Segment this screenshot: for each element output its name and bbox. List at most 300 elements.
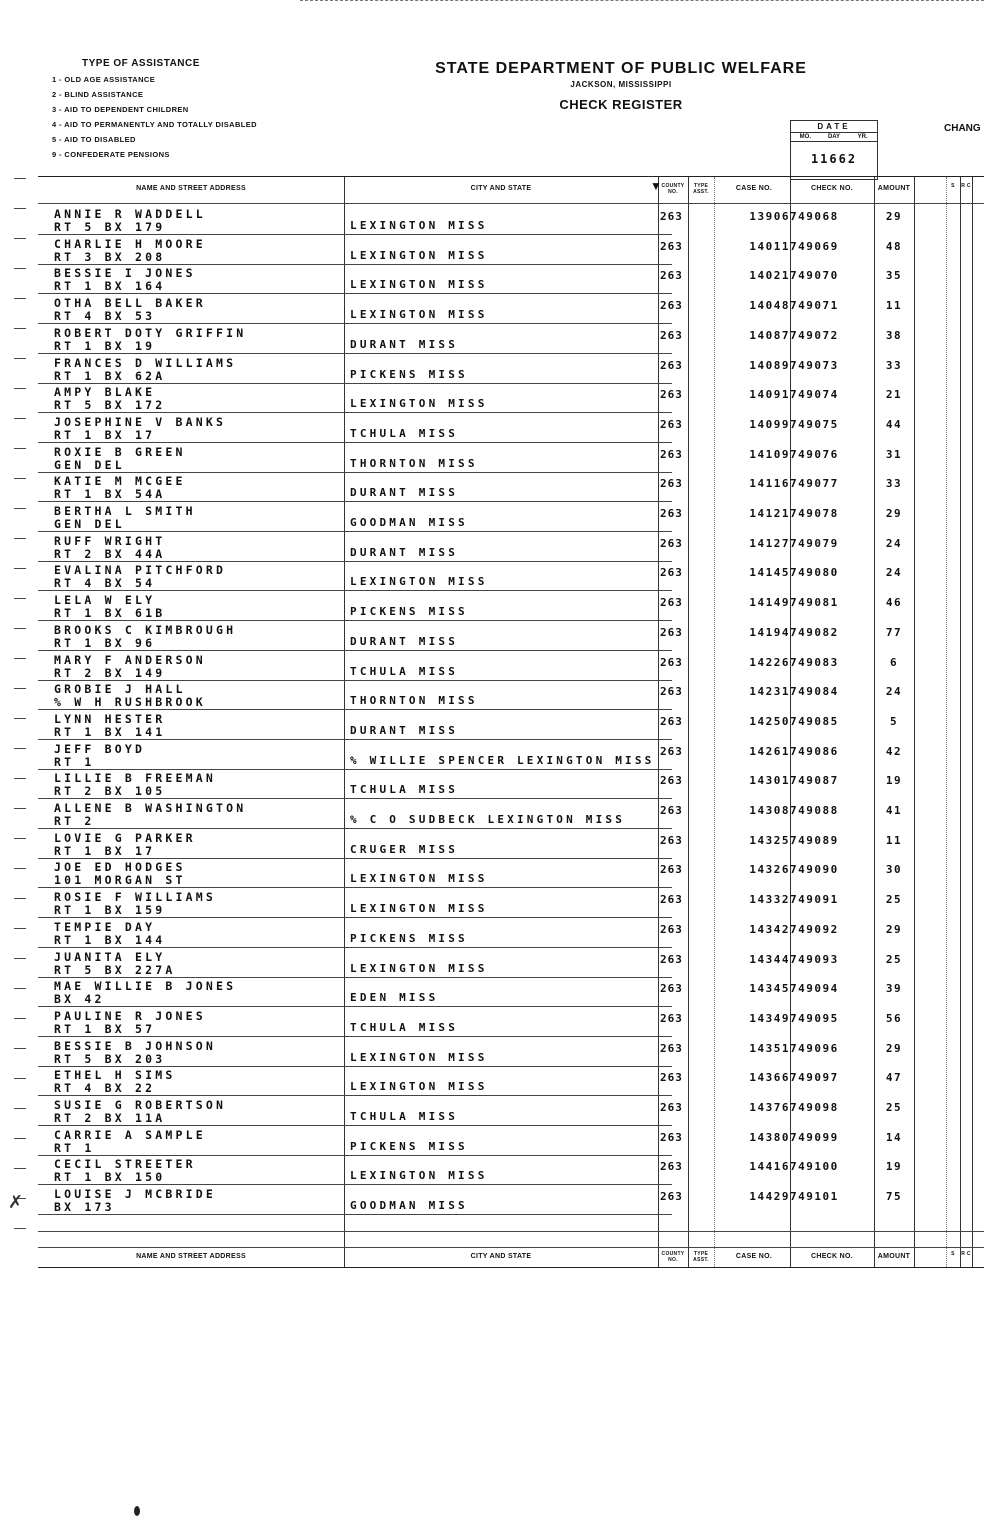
case-number: 14380 <box>749 1130 790 1144</box>
margin-tick <box>14 898 26 899</box>
check-number: 749097 <box>790 1071 839 1085</box>
case-number: 14226 <box>749 655 790 669</box>
recipient-name: BESSIE B JOHNSON <box>54 1038 216 1053</box>
footer-amount: AMOUNT <box>877 1253 911 1260</box>
amount: 25 <box>885 952 903 966</box>
margin-tick <box>14 958 26 959</box>
assistance-type-legend <box>52 58 372 162</box>
margin-tick <box>14 328 26 329</box>
amount: 56 <box>885 1011 903 1025</box>
amount: 38 <box>885 328 903 342</box>
recipient-name: CECIL STREETER <box>54 1157 196 1172</box>
header-amount: AMOUNT <box>877 185 911 192</box>
legend-item: 4 - AID TO PERMANENTLY AND TOTALLY DISABLED <box>52 120 258 129</box>
footer-mid-line <box>38 1247 984 1248</box>
table-row <box>38 561 984 591</box>
county-number: 263 <box>660 299 683 313</box>
county-number: 263 <box>660 655 683 669</box>
case-number: 14087 <box>749 328 790 342</box>
case-number: 14376 <box>749 1101 790 1114</box>
footer-check-no: CHECK NO. <box>811 1253 853 1260</box>
recipient-name: BERTHA L SMITH <box>54 504 196 518</box>
check-number: 749089 <box>790 833 839 847</box>
recipient-address: % W H RUSHBROOK <box>54 695 206 710</box>
check-number: 749073 <box>790 358 839 372</box>
table-row <box>38 1007 984 1037</box>
table-row <box>38 858 984 888</box>
county-number: 263 <box>660 1130 683 1144</box>
county-number: 263 <box>660 1011 683 1025</box>
table-row <box>38 472 984 502</box>
check-number: 749083 <box>790 655 839 669</box>
recipient-address: RT 4 BX 54 <box>54 576 156 591</box>
amount: 11 <box>885 833 903 847</box>
margin-tick <box>14 868 26 869</box>
case-number: 14351 <box>749 1041 790 1055</box>
recipient-address: RT 1 BX 144 <box>54 932 166 947</box>
recipient-name: PAULINE R JONES <box>54 1008 206 1023</box>
case-number: 14308 <box>749 804 790 817</box>
check-number: 749076 <box>790 447 839 461</box>
recipient-address: RT 2 BX 44A <box>54 546 166 561</box>
county-number: 263 <box>660 893 683 907</box>
recipient-name: LILLIE B FREEMAN <box>54 771 216 786</box>
check-number: 749088 <box>790 804 839 817</box>
recipient-name: ALLENE B WASHINGTON <box>54 801 247 815</box>
case-number: 14194 <box>749 625 790 639</box>
county-number: 263 <box>660 388 683 402</box>
recipient-address: BX 173 <box>54 1200 115 1215</box>
amount: 77 <box>885 625 903 639</box>
table-row <box>38 948 984 978</box>
margin-tick <box>14 808 26 809</box>
margin-tick <box>14 298 26 299</box>
recipient-address: RT 1 <box>54 1140 95 1155</box>
recipient-city: LEXINGTON MISS <box>350 278 488 292</box>
check-number: 749093 <box>790 952 839 966</box>
register-title: CHECK REGISTER <box>559 97 683 112</box>
amount: 33 <box>885 477 903 491</box>
recipient-city: DURANT MISS <box>350 545 459 559</box>
document-header <box>380 60 862 112</box>
margin-tick <box>14 1228 26 1229</box>
county-number: 263 <box>660 714 683 728</box>
recipient-address: RT 5 BX 227A <box>54 962 176 977</box>
table-row <box>38 710 984 740</box>
recipient-address: RT 1 BX 150 <box>54 1170 166 1185</box>
check-number: 749080 <box>790 566 839 580</box>
margin-tick <box>14 658 26 659</box>
county-number: 263 <box>660 982 683 996</box>
county-number: 263 <box>660 507 683 520</box>
table-row <box>38 1066 984 1096</box>
check-number: 749091 <box>790 893 839 907</box>
check-number: 749094 <box>790 982 839 996</box>
recipient-address: 101 MORGAN ST <box>54 873 186 888</box>
header-name-address: NAME AND STREET ADDRESS <box>136 185 246 192</box>
table-row <box>38 977 984 1007</box>
legend-item: 3 - AID TO DEPENDENT CHILDREN <box>52 105 189 114</box>
county-number: 263 <box>660 863 683 877</box>
county-number: 263 <box>660 417 683 431</box>
footer-county-no: COUNTY NO. <box>661 1251 685 1263</box>
table-row <box>38 1096 984 1126</box>
recipient-city: THORNTON MISS <box>350 694 478 708</box>
handwritten-check-mark-icon: ✗ <box>8 1192 24 1212</box>
recipient-address: RT 2 BX 11A <box>54 1111 166 1125</box>
header-case-no: CASE NO. <box>735 185 773 192</box>
margin-tick <box>14 1018 26 1019</box>
case-number: 14342 <box>749 922 790 936</box>
county-number: 263 <box>660 804 683 817</box>
margin-tick <box>14 1138 26 1139</box>
case-number: 14366 <box>749 1071 790 1085</box>
recipient-name: LYNN HESTER <box>54 711 166 726</box>
recipient-city: TCHULA MISS <box>350 783 459 797</box>
recipient-name: JOE ED HODGES <box>54 860 186 875</box>
case-number: 14116 <box>749 477 790 491</box>
recipient-name: JOSEPHINE V BANKS <box>54 414 227 429</box>
recipient-city: LEXINGTON MISS <box>350 902 488 916</box>
recipient-address: RT 2 BX 149 <box>54 665 166 680</box>
case-number: 14325 <box>749 833 790 847</box>
margin-tick <box>14 1078 26 1079</box>
check-number: 749101 <box>790 1190 839 1204</box>
margin-tick <box>14 388 26 389</box>
amount: 19 <box>885 1160 903 1174</box>
date-day-label: DAY <box>827 134 841 140</box>
case-number: 14429 <box>749 1190 790 1204</box>
check-number: 749070 <box>790 269 839 283</box>
row-separator <box>38 1214 672 1215</box>
recipient-name: MAE WILLIE B JONES <box>54 979 237 994</box>
check-number: 749095 <box>790 1011 839 1025</box>
recipient-name: ANNIE R WADDELL <box>54 207 206 221</box>
table-row <box>38 680 984 710</box>
recipient-name: CARRIE A SAMPLE <box>54 1127 206 1142</box>
recipient-city: DURANT MISS <box>350 337 459 351</box>
recipient-address: RT 1 BX 19 <box>54 338 156 353</box>
amount: 24 <box>885 685 903 699</box>
recipient-name: BESSIE I JONES <box>54 266 196 281</box>
recipient-city: LEXINGTON MISS <box>350 397 488 411</box>
case-number: 14344 <box>749 952 790 966</box>
recipient-address: RT 1 BX 17 <box>54 427 156 442</box>
county-number: 263 <box>660 625 683 639</box>
case-number: 14231 <box>749 685 790 699</box>
check-number: 749096 <box>790 1041 839 1055</box>
county-number: 263 <box>660 358 683 372</box>
recipient-city: LEXINGTON MISS <box>350 248 488 262</box>
check-number: 749082 <box>790 625 839 639</box>
check-number: 749072 <box>790 328 839 342</box>
recipient-name: RUFF WRIGHT <box>54 533 166 548</box>
case-number: 14011 <box>749 239 790 253</box>
case-number: 14145 <box>749 566 790 580</box>
case-number: 14109 <box>749 447 790 461</box>
amount: 42 <box>885 744 903 758</box>
amount: 24 <box>885 536 903 550</box>
amount: 39 <box>885 982 903 996</box>
table-row <box>38 205 984 235</box>
recipient-city: CRUGER MISS <box>350 842 459 856</box>
margin-tick <box>14 208 26 209</box>
amount: 29 <box>885 210 903 223</box>
recipient-name: ROXIE B GREEN <box>54 444 186 459</box>
check-number: 749084 <box>790 685 839 699</box>
check-number: 749086 <box>790 744 839 758</box>
margin-tick <box>14 508 26 509</box>
amount: 47 <box>885 1071 903 1085</box>
county-number: 263 <box>660 269 683 283</box>
margin-tick <box>14 448 26 449</box>
table-row <box>38 354 984 384</box>
recipient-city: TCHULA MISS <box>350 1110 459 1123</box>
table-row <box>38 502 984 532</box>
county-number: 263 <box>660 239 683 253</box>
recipient-city: PICKENS MISS <box>350 367 468 381</box>
recipient-address: RT 1 BX 61B <box>54 606 166 621</box>
case-number: 13906 <box>749 210 790 223</box>
check-number: 749068 <box>790 210 839 223</box>
amount: 11 <box>885 299 903 313</box>
county-number: 263 <box>660 922 683 936</box>
amount: 29 <box>885 1041 903 1055</box>
county-number: 263 <box>660 447 683 461</box>
recipient-address: RT 1 BX 54A <box>54 487 166 502</box>
case-number: 14326 <box>749 863 790 877</box>
amount: 25 <box>885 1101 903 1114</box>
margin-tick <box>14 928 26 929</box>
recipient-address: RT 5 BX 203 <box>54 1051 166 1066</box>
recipient-city: LEXINGTON MISS <box>350 1169 488 1183</box>
table-row <box>38 1037 984 1067</box>
margin-tick <box>14 568 26 569</box>
case-number: 14149 <box>749 596 790 610</box>
recipient-address: RT 1 <box>54 754 95 769</box>
recipient-city: LEXINGTON MISS <box>350 872 488 886</box>
recipient-name: LOVIE G PARKER <box>54 830 196 845</box>
county-number: 263 <box>660 566 683 580</box>
recipient-city: TCHULA MISS <box>350 1020 459 1034</box>
amount: 6 <box>889 655 899 669</box>
recipient-name: ROBERT DOTY GRIFFIN <box>54 325 247 340</box>
case-number: 14127 <box>749 536 790 550</box>
recipient-name: ETHEL H SIMS <box>54 1068 176 1083</box>
recipient-address: RT 5 BX 179 <box>54 220 166 234</box>
recipient-address: RT 1 BX 159 <box>54 903 166 918</box>
table-row <box>38 1126 984 1156</box>
margin-tick <box>14 598 26 599</box>
amount: 44 <box>885 417 903 431</box>
amount: 31 <box>885 447 903 461</box>
recipient-city: TCHULA MISS <box>350 664 459 678</box>
county-number: 263 <box>660 328 683 342</box>
header-r: R C <box>961 183 971 189</box>
amount: 33 <box>885 358 903 372</box>
county-number: 263 <box>660 774 683 788</box>
case-number: 14021 <box>749 269 790 283</box>
margin-tick <box>14 718 26 719</box>
margin-tick <box>14 1168 26 1169</box>
table-row <box>38 1155 984 1185</box>
department-title: STATE DEPARTMENT OF PUBLIC WELFARE <box>435 60 807 77</box>
recipient-address: RT 2 <box>54 814 95 828</box>
date-subheaders <box>791 133 877 142</box>
check-number: 749074 <box>790 388 839 402</box>
recipient-name: KATIE M MCGEE <box>54 474 186 489</box>
recipient-name: GROBIE J HALL <box>54 682 186 697</box>
legend-title: TYPE OF ASSISTANCE <box>82 58 200 69</box>
county-number: 263 <box>660 952 683 966</box>
margin-tick <box>14 1048 26 1049</box>
case-number: 14301 <box>749 774 790 788</box>
table-row <box>38 443 984 473</box>
margin-tick <box>14 778 26 779</box>
check-number: 749100 <box>790 1160 839 1174</box>
recipient-address: RT 1 BX 62A <box>54 368 166 383</box>
county-number: 263 <box>660 1041 683 1055</box>
amount: 14 <box>885 1130 903 1144</box>
change-label: CHANG <box>944 123 981 134</box>
amount: 75 <box>885 1190 903 1204</box>
amount: 48 <box>885 239 903 253</box>
date-label: DATE <box>791 121 877 133</box>
margin-tick <box>14 838 26 839</box>
amount: 21 <box>885 388 903 402</box>
table-row <box>38 413 984 443</box>
header-county-no: COUNTY NO. <box>661 183 685 195</box>
recipient-name: OTHA BELL BAKER <box>54 296 206 311</box>
check-number: 749069 <box>790 239 839 253</box>
footer-type-asst: TYPE ASST. <box>693 1251 709 1263</box>
recipient-city: DURANT MISS <box>350 723 459 737</box>
legend-item: 5 - AID TO DISABLED <box>52 135 136 144</box>
header-type-asst: TYPE ASST. <box>693 183 709 195</box>
recipient-address: RT 1 BX 141 <box>54 724 166 739</box>
footer-name-address: NAME AND STREET ADDRESS <box>136 1253 246 1260</box>
margin-tick <box>14 628 26 629</box>
check-number: 749079 <box>790 536 839 550</box>
county-number: 263 <box>660 1071 683 1085</box>
amount: 29 <box>885 922 903 936</box>
recipient-city: LEXINGTON MISS <box>350 1050 488 1064</box>
recipient-address: RT 2 BX 105 <box>54 784 166 799</box>
case-number: 14261 <box>749 744 790 758</box>
table-row <box>38 294 984 324</box>
amount: 35 <box>885 269 903 283</box>
recipient-name: LELA W ELY <box>54 593 156 608</box>
recipient-name: JEFF BOYD <box>54 741 146 756</box>
amount: 29 <box>885 507 903 520</box>
table-row <box>38 651 984 681</box>
recipient-city: GOODMAN MISS <box>350 1199 468 1213</box>
county-number: 263 <box>660 596 683 610</box>
recipient-name: CHARLIE H MOORE <box>54 236 206 251</box>
county-number: 263 <box>660 833 683 847</box>
arrow-marker-icon: ▼ <box>650 179 662 193</box>
recipient-name: SUSIE G ROBERTSON <box>54 1098 227 1112</box>
date-month-label: MO. <box>799 134 811 140</box>
footer-city-state: CITY AND STATE <box>470 1253 532 1260</box>
margin-tick <box>14 358 26 359</box>
recipient-city: GOODMAN MISS <box>350 516 468 529</box>
recipient-address: RT 4 BX 22 <box>54 1081 156 1096</box>
recipient-city: EDEN MISS <box>350 991 439 1005</box>
recipient-address: RT 1 BX 96 <box>54 635 156 650</box>
check-number: 749085 <box>790 714 839 728</box>
check-number: 749087 <box>790 774 839 788</box>
table-row <box>38 324 984 354</box>
recipient-city: LEXINGTON MISS <box>350 219 488 232</box>
margin-tick <box>14 268 26 269</box>
margin-tick <box>14 688 26 689</box>
recipient-address: BX 42 <box>54 992 105 1007</box>
table-row <box>38 918 984 948</box>
check-number: 749099 <box>790 1130 839 1144</box>
recipient-address: RT 1 BX 57 <box>54 1021 156 1036</box>
table-row <box>38 235 984 265</box>
legend-items <box>52 72 372 162</box>
county-number: 263 <box>660 1160 683 1174</box>
recipient-name: LOUISE J MCBRIDE <box>54 1187 216 1202</box>
margin-tick <box>14 178 26 179</box>
recipient-address: RT 5 BX 172 <box>54 398 166 413</box>
recipient-city: DURANT MISS <box>350 634 459 648</box>
margin-tick <box>14 478 26 479</box>
register-table <box>38 176 984 1268</box>
county-number: 263 <box>660 1101 683 1114</box>
recipient-name: JUANITA ELY <box>54 949 166 964</box>
margin-tick <box>14 748 26 749</box>
recipient-city: PICKENS MISS <box>350 605 468 619</box>
case-number: 14349 <box>749 1011 790 1025</box>
case-number: 14089 <box>749 358 790 372</box>
top-edge-line <box>300 0 984 1</box>
recipient-city: % C O SUDBECK LEXINGTON MISS <box>350 813 626 826</box>
recipient-city: LEXINGTON MISS <box>350 308 488 322</box>
county-number: 263 <box>660 685 683 699</box>
recipient-name: BROOKS C KIMBROUGH <box>54 622 237 637</box>
check-number: 749077 <box>790 477 839 491</box>
legend-item: 9 - CONFEDERATE PENSIONS <box>52 150 170 159</box>
check-number: 749075 <box>790 417 839 431</box>
recipient-city: TCHULA MISS <box>350 426 459 440</box>
header-s: S <box>951 183 955 189</box>
county-number: 263 <box>660 536 683 550</box>
table-row <box>38 532 984 562</box>
county-number: 263 <box>660 210 683 223</box>
department-location: JACKSON, MISSISSIPPI <box>570 80 672 89</box>
recipient-city: PICKENS MISS <box>350 1139 468 1153</box>
margin-ticks <box>14 170 34 1270</box>
footer-s: S <box>951 1251 955 1257</box>
recipient-address: RT 1 BX 17 <box>54 843 156 858</box>
case-number: 14332 <box>749 893 790 907</box>
table-row <box>38 591 984 621</box>
county-number: 263 <box>660 744 683 758</box>
header-city-state: CITY AND STATE <box>470 185 532 192</box>
check-number: 749081 <box>790 596 839 610</box>
recipient-address: GEN DEL <box>54 517 125 531</box>
case-number: 14121 <box>749 507 790 520</box>
margin-tick <box>14 988 26 989</box>
amount: 24 <box>885 566 903 580</box>
recipient-city: LEXINGTON MISS <box>350 575 488 589</box>
footer-case-no: CASE NO. <box>735 1253 773 1260</box>
table-row <box>38 799 984 829</box>
check-number: 749098 <box>790 1101 839 1114</box>
